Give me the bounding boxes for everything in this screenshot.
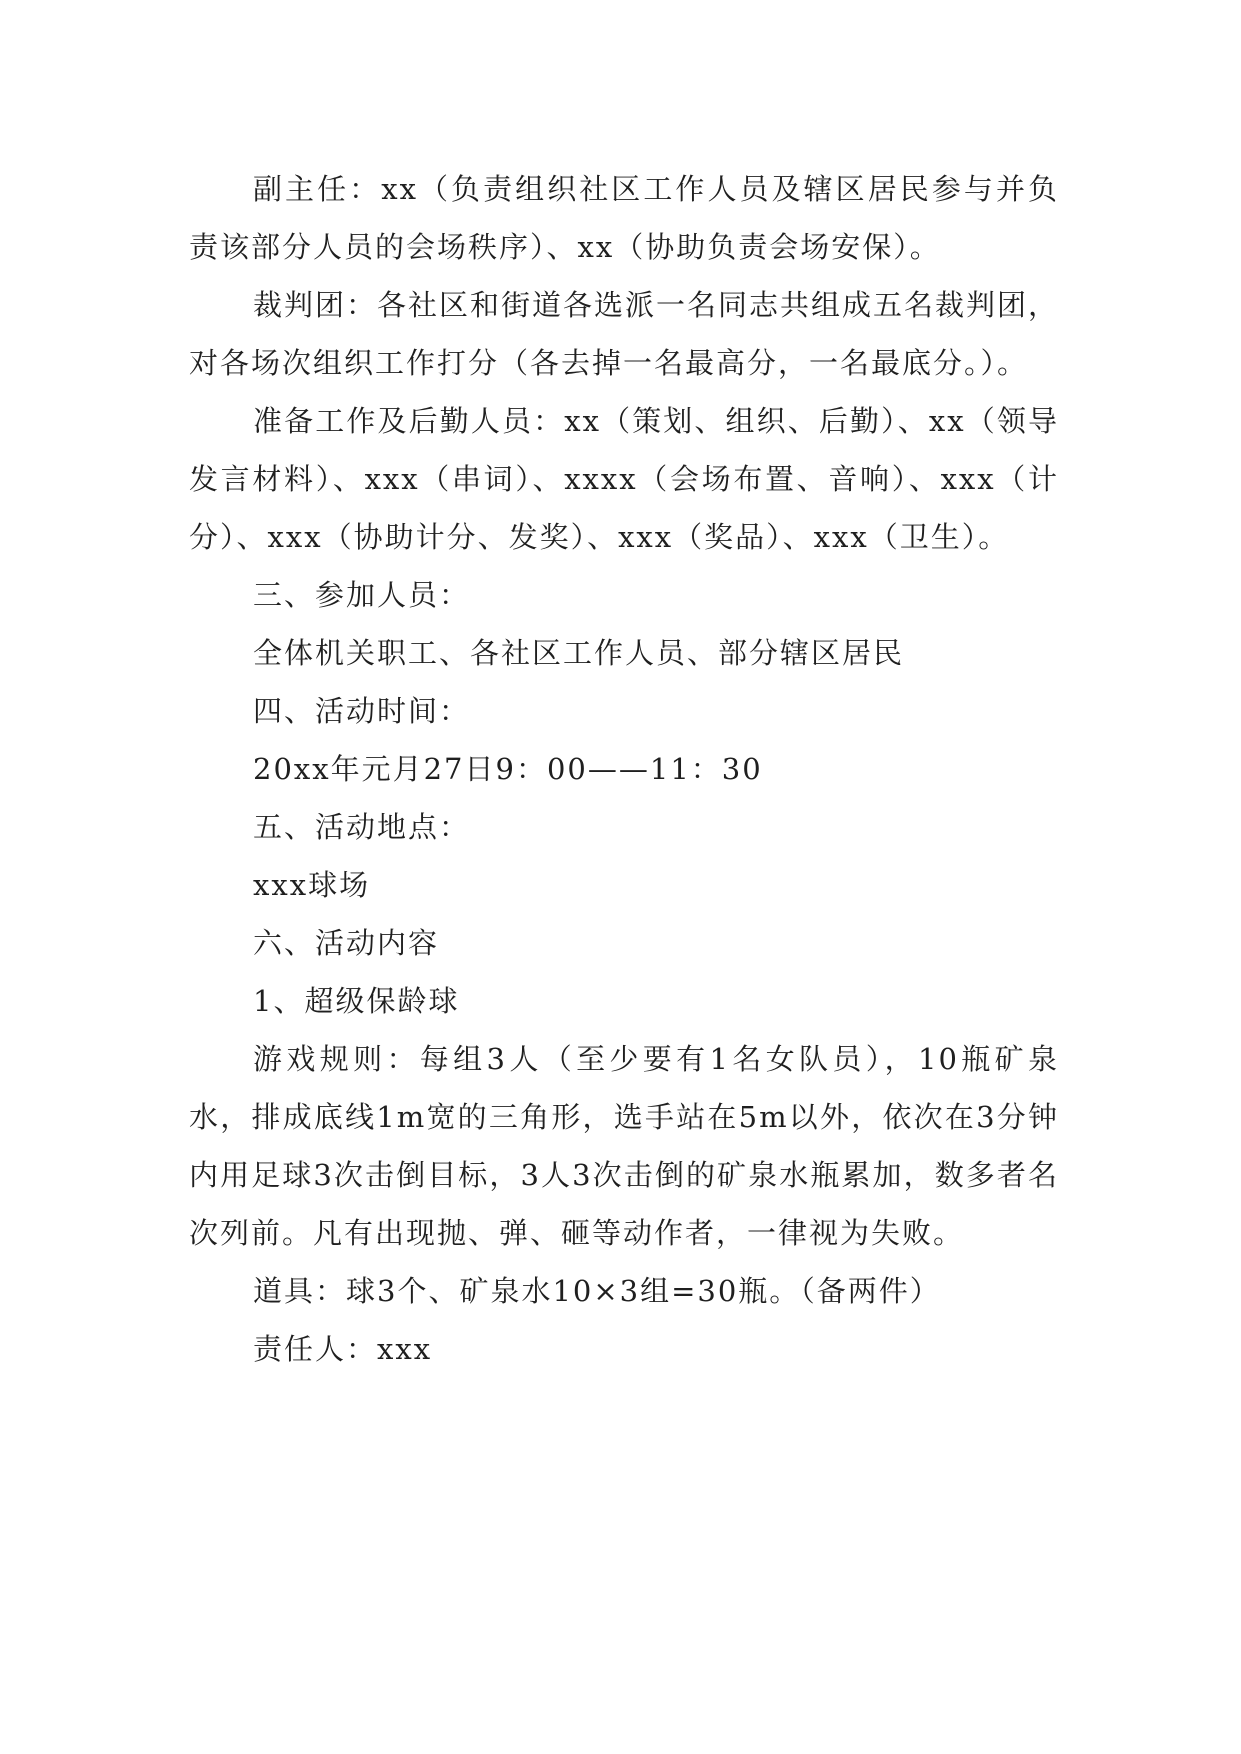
heading-event-content: 六、活动内容 <box>253 926 440 960</box>
heading-event-time: 四、活动时间： <box>253 694 471 728</box>
paragraph-deputy-director: 副主任：xx（负责组织社区工作人员及辖区居民参与并负责该部分人员的会场秩序）、xx（协助负责会场安保）。 <box>189 172 1059 264</box>
heading-participants: 三、参加人员： <box>253 578 471 612</box>
heading-event-location: 五、活动地点： <box>253 810 471 844</box>
paragraph-event-time: 20xx年元月27日9：00——11：30 <box>253 752 763 786</box>
document-body <box>189 160 1059 1378</box>
paragraph-event-location: xxx球场 <box>253 868 371 902</box>
paragraph-responsible-person: 责任人：xxx <box>253 1332 433 1366</box>
paragraph-props: 道具：球3个、矿泉水10×3组=30瓶。（备两件） <box>253 1274 941 1308</box>
paragraph-participants: 全体机关职工、各社区工作人员、部分辖区居民 <box>253 636 905 670</box>
paragraph-referee-team: 裁判团：各社区和街道各选派一名同志共组成五名裁判团，对各场次组织工作打分（各去掉一名最高分，一名最底分。）。 <box>189 288 1060 380</box>
heading-super-bowling: 1、超级保龄球 <box>253 984 460 1018</box>
paragraph-game-rules: 游戏规则：每组3人（至少要有1名女队员），10瓶矿泉水，排成底线1m宽的三角形，选手站在5m以外，依次在3分钟内用足球3次击倒目标，3人3次击倒的矿泉水瓶累加，数多者名次列前。凡有出现抛、弹、砸等动作者，一律视为失败。 <box>189 1042 1059 1250</box>
paragraph-logistics-staff: 准备工作及后勤人员：xx（策划、组织、后勤）、xx（领导发言材料）、xxx（串词）、xxxx（会场布置、音响）、xxx（计分）、xxx（协助计分、发奖）、xxx（奖品）、xxx（卫生）。 <box>189 404 1059 554</box>
